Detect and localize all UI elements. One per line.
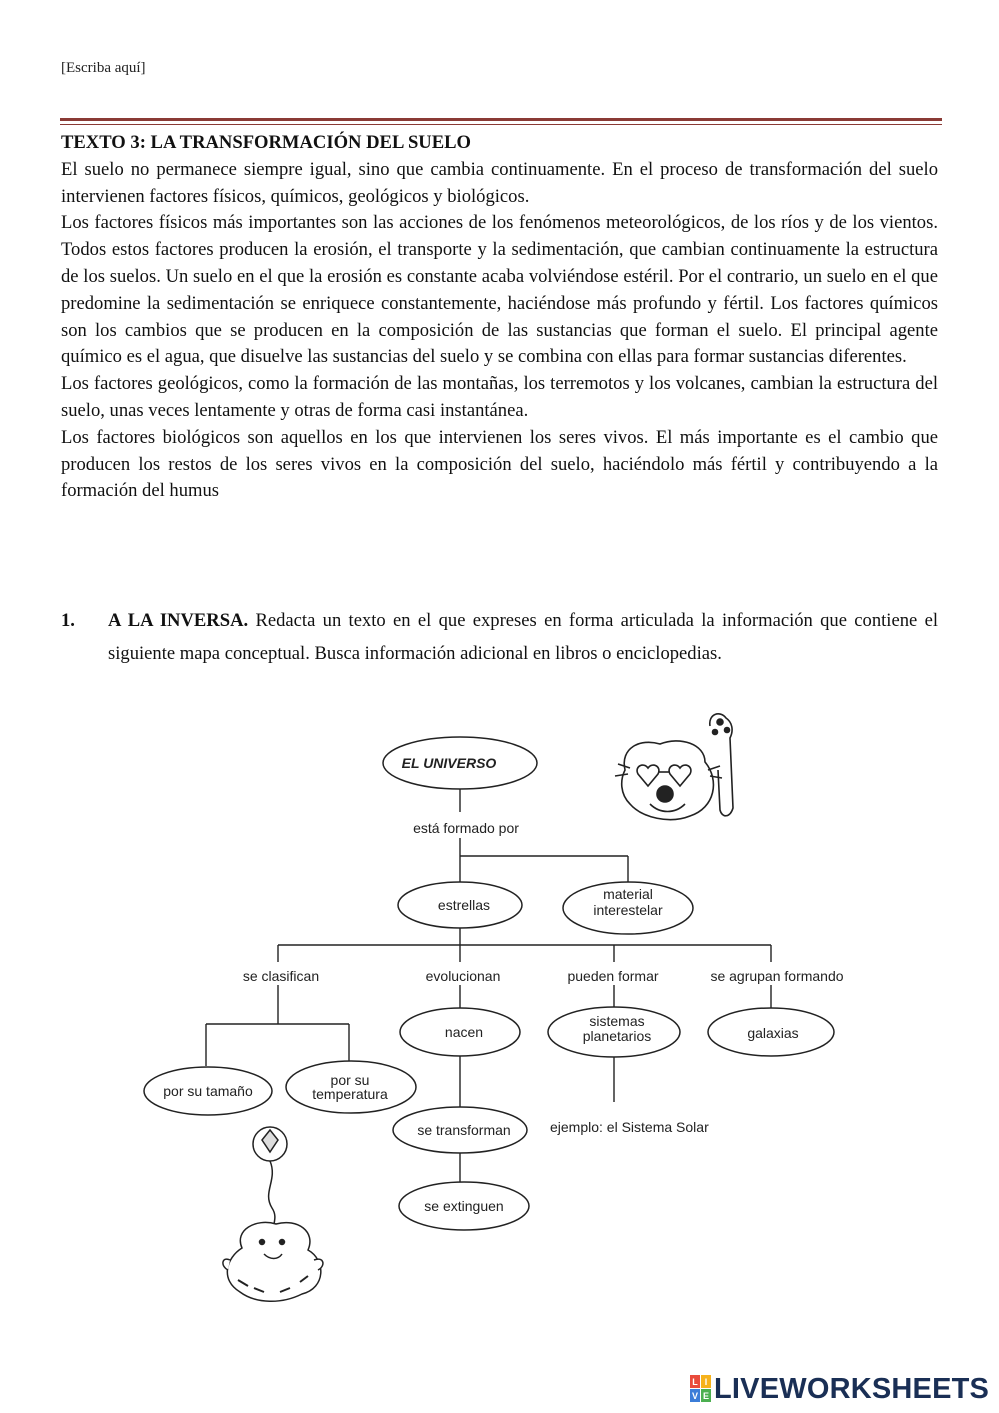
label-sistemas: sistemas (589, 1013, 645, 1029)
paragraph-2: Los factores físicos más importantes son las acciones de los fenómenos meteorológicos, de los ríos y de los vientos. Todos estos factores producen la erosión, el transporte y la sedimentación, que cambian continuamente la estructura de los suelos. Un suelo en el que la erosión es constante acaba volviéndose estéril. Por el contrario, un suelo en el que predomine la sedimentación se enriquece constantemente, haciéndose más profundo y fértil. Los factores químicos son los cambios que se producen en la composición de las sustancias que forman el suelo. El principal agente químico es el agua, que disuelve las sustancias del suelo y se combina con ellas para formar sustancias diferentes. (61, 212, 938, 368)
header-rule-thin (60, 124, 942, 125)
label-por-su-tamano: por su tamaño (163, 1083, 253, 1099)
exercise-body: Redacta un texto en el que expreses en forma articulada la información que contiene el siguiente mapa conceptual. Busca información adicional en libros o enciclopedias. (108, 610, 938, 664)
logo-letter-v: V (691, 1391, 699, 1401)
label-root: EL UNIVERSO (401, 755, 497, 771)
label-root-link: está formado por (413, 820, 519, 836)
logo-letter-e: E (702, 1391, 710, 1401)
label-se-extinguen: se extinguen (424, 1198, 504, 1214)
logo-letter-l: L (692, 1377, 698, 1387)
label-ejemplo: ejemplo: el Sistema Solar (550, 1119, 709, 1135)
liveworksheets-mark-icon (690, 1375, 712, 1403)
logo-letter-i: I (704, 1377, 708, 1387)
paragraph-4: Los factores biológicos son aquellos en los que intervienen los seres vivos. El más importante es el cambio que producen los restos de los seres vivos en la composición del suelo, haciéndolo más fértil y contribuyendo a la formación del humus (61, 426, 938, 502)
label-evolucionan: evolucionan (425, 968, 501, 984)
label-se-agrupan: se agrupan formando (710, 968, 844, 984)
label-se-transforman: se transforman (417, 1122, 511, 1138)
label-planetarios: planetarios (582, 1028, 652, 1044)
reading-title: TEXTO 3: LA TRANSFORMACIÓN DEL SUELO (61, 132, 472, 153)
label-temperatura: temperatura (312, 1086, 388, 1102)
exercise-1 (61, 604, 938, 670)
liveworksheets-logo (690, 1372, 990, 1406)
exercise-heading: A LA INVERSA. (108, 610, 249, 631)
concept-map (130, 700, 850, 1320)
label-nacen: nacen (444, 1024, 484, 1040)
paragraph-1: El suelo no permanece siempre igual, sino que cambia continuamente. En el proceso de transformación del suelo intervienen factores físicos, químicos, geológicos y biológicos. (61, 158, 938, 207)
label-pueden-formar: pueden formar (567, 968, 659, 984)
paragraph-3: Los factores geológicos, como la formación de las montañas, los terremotos y los volcanes, cambian la estructura del suelo, unas veces lentamente y otras de forma casi instantánea. (61, 373, 938, 421)
label-material: material (603, 886, 653, 902)
exercise-number: 1. (61, 610, 75, 631)
label-estrellas: estrellas (437, 897, 491, 913)
label-interestelar: interestelar (593, 902, 663, 918)
label-galaxias: galaxias (747, 1025, 799, 1041)
bear-heart-glasses-illustration (615, 714, 733, 820)
header-placeholder: [Escriba aquí] (61, 60, 146, 76)
brand-name: LIVEWORKSHEETS (714, 1372, 990, 1405)
reading-text (61, 130, 938, 505)
label-se-clasifican: se clasifican (242, 968, 320, 984)
bear-balloon-illustration (223, 1127, 323, 1301)
exercise-instruction (108, 604, 938, 670)
header-rule-thick (60, 118, 942, 121)
label-por-su: por su (330, 1072, 370, 1088)
